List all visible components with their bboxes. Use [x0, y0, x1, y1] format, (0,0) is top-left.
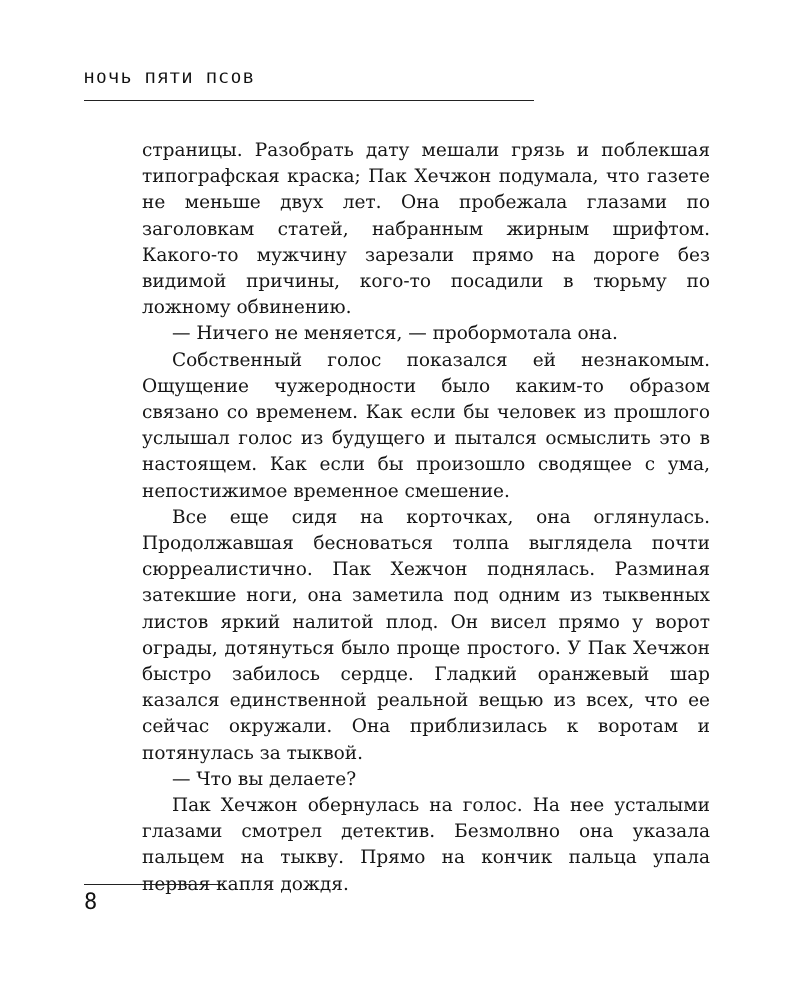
- body-text: [142, 138, 710, 898]
- page-number: 8: [84, 890, 98, 915]
- header-rule: [84, 100, 534, 101]
- paragraph: Пак Хечжон обернулась на голос. На нее усталыми глазами смотрел детектив. Безмолвно она указала пальцем на тыкву. Прямо на кончик пальца упала первая капля дождя.: [142, 795, 710, 895]
- paragraph: — Ничего не меняется, — пробормотала она.: [172, 323, 618, 345]
- paragraph: Собственный голос показался ей незнакомым. Ощущение чужеродности было каким-то образом связано со временем. Как если бы человек из прошлого услышал голос из будущего и пытался осмыслить это в настоящем. Как если бы произошло сводящее с ума, непостижимое временное смешение.: [142, 349, 710, 502]
- footer-rule: [84, 884, 224, 885]
- paragraph: страницы. Разобрать дату мешали грязь и поблекшая типографская краска; Пак Хечжон подумала, что газете не меньше двух лет. Она пробежала глазами по заголовкам статей, набранным жирным шрифтом. Какого-то мужчину зарезали прямо на дороге без видимой причины, кого-то посадили в тюрьму по ложному обвинению.: [142, 140, 710, 319]
- paragraph: — Что вы делаете?: [172, 768, 357, 790]
- paragraph: Все еще сидя на корточках, она оглянулась. Продолжавшая бесноваться толпа выглядела почти сюрреалистично. Пак Хежчон поднялась. Разминая затекшие ноги, она заметила под одним из тыквенных листов яркий налитой плод. Он висел прямо у ворот ограды, дотянуться было проще простого. У Пак Хечжон быстро забилось сердце. Гладкий оранжевый шар казался единственной реальной вещью из всех, что ее сейчас окружали. Она приблизилась к воротам и потянулась за тыквой.: [142, 506, 710, 764]
- running-title: НОЧЬ ПЯТИ ПСОВ: [84, 70, 256, 87]
